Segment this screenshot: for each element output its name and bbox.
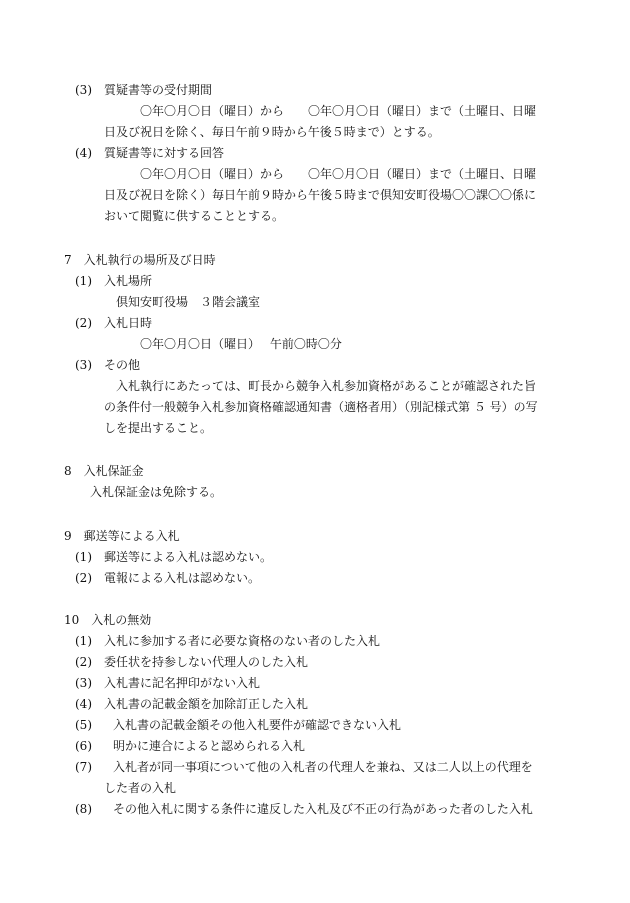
item-number: (4) bbox=[75, 146, 92, 160]
paragraph-line: 〇年〇月〇日（曜日）から 〇年〇月〇日（曜日）まで（土曜日、日曜 bbox=[140, 167, 537, 181]
list-item: その他入札に関する条件に違反した入札及び不正の行為があった者のした入札 bbox=[113, 802, 533, 816]
item-number: (1) bbox=[75, 274, 92, 288]
item-title: 入札場所 bbox=[104, 274, 153, 288]
item-number: (2) bbox=[75, 571, 92, 585]
item-title: その他 bbox=[104, 358, 141, 372]
item-title: 入札日時 bbox=[104, 316, 153, 330]
list-item: 入札書の記載金額その他入札要件が確認できない入札 bbox=[113, 718, 402, 732]
item-number: (3) bbox=[75, 358, 92, 372]
list-item: 入札者が同一事項について他の入札者の代理人を兼ね、又は二人以上の代理を bbox=[113, 760, 533, 774]
paragraph-line: 日及び祝日を除く、毎日午前９時から午後５時まで）とする。 bbox=[104, 125, 440, 139]
paragraph-line: の条件付一般競争入札参加資格確認通知書（適格者用）（別記様式第 ５ 号）の写 bbox=[104, 400, 538, 414]
list-item: 入札書の記載金額を加除訂正した入札 bbox=[104, 697, 309, 711]
item-body: 〇年〇月〇日（曜日） 午前〇時〇分 bbox=[140, 337, 342, 351]
item-number: (1) bbox=[75, 634, 92, 648]
item-number: (5) bbox=[75, 718, 92, 732]
list-item: 明かに連合によると認められる入札 bbox=[113, 739, 306, 753]
item-title: 質疑書等に対する回答 bbox=[104, 146, 225, 160]
section-heading: 10 入札の無効 bbox=[64, 613, 152, 627]
item-number: (7) bbox=[75, 760, 92, 774]
list-item: 委任状を持参しない代理人のした入札 bbox=[104, 655, 309, 669]
list-item: 入札に参加する者に必要な資格のない者のした入札 bbox=[104, 634, 381, 648]
item-body: 倶知安町役場 ３階会議室 bbox=[116, 295, 261, 309]
item-number: (4) bbox=[75, 697, 92, 711]
item-number: (6) bbox=[75, 739, 92, 753]
section-heading: 7 入札執行の場所及び日時 bbox=[64, 253, 216, 267]
item-number: (2) bbox=[75, 655, 92, 669]
section-body: 入札保証金は免除する。 bbox=[90, 485, 223, 499]
item-number: (3) bbox=[75, 83, 92, 97]
item-number: (8) bbox=[75, 802, 92, 816]
item-number: (2) bbox=[75, 316, 92, 330]
list-item: 入札書に記名押印がない入札 bbox=[104, 676, 261, 690]
paragraph-line: おいて閲覧に供することとする。 bbox=[104, 209, 285, 223]
item-title: 質疑書等の受付期間 bbox=[104, 83, 213, 97]
paragraph-line: 日及び祝日を除く）毎日午前９時から午後５時まで倶知安町役場〇〇課〇〇係に bbox=[104, 188, 537, 202]
list-item-continuation: した者の入札 bbox=[104, 781, 177, 795]
item-number: (3) bbox=[75, 676, 92, 690]
item-number: (1) bbox=[75, 550, 92, 564]
list-item: 電報による入札は認めない。 bbox=[104, 571, 261, 585]
paragraph-line: しを提出すること。 bbox=[104, 421, 213, 435]
list-item: 郵送等による入札は認めない。 bbox=[104, 550, 273, 564]
section-heading: 9 郵送等による入札 bbox=[64, 529, 180, 543]
section-heading: 8 入札保証金 bbox=[64, 464, 144, 478]
paragraph-line: 〇年〇月〇日（曜日）から 〇年〇月〇日（曜日）まで（土曜日、日曜 bbox=[140, 104, 537, 118]
paragraph-line: 入札執行にあたっては、町長から競争入札参加資格があることが確認された旨 bbox=[116, 379, 537, 393]
